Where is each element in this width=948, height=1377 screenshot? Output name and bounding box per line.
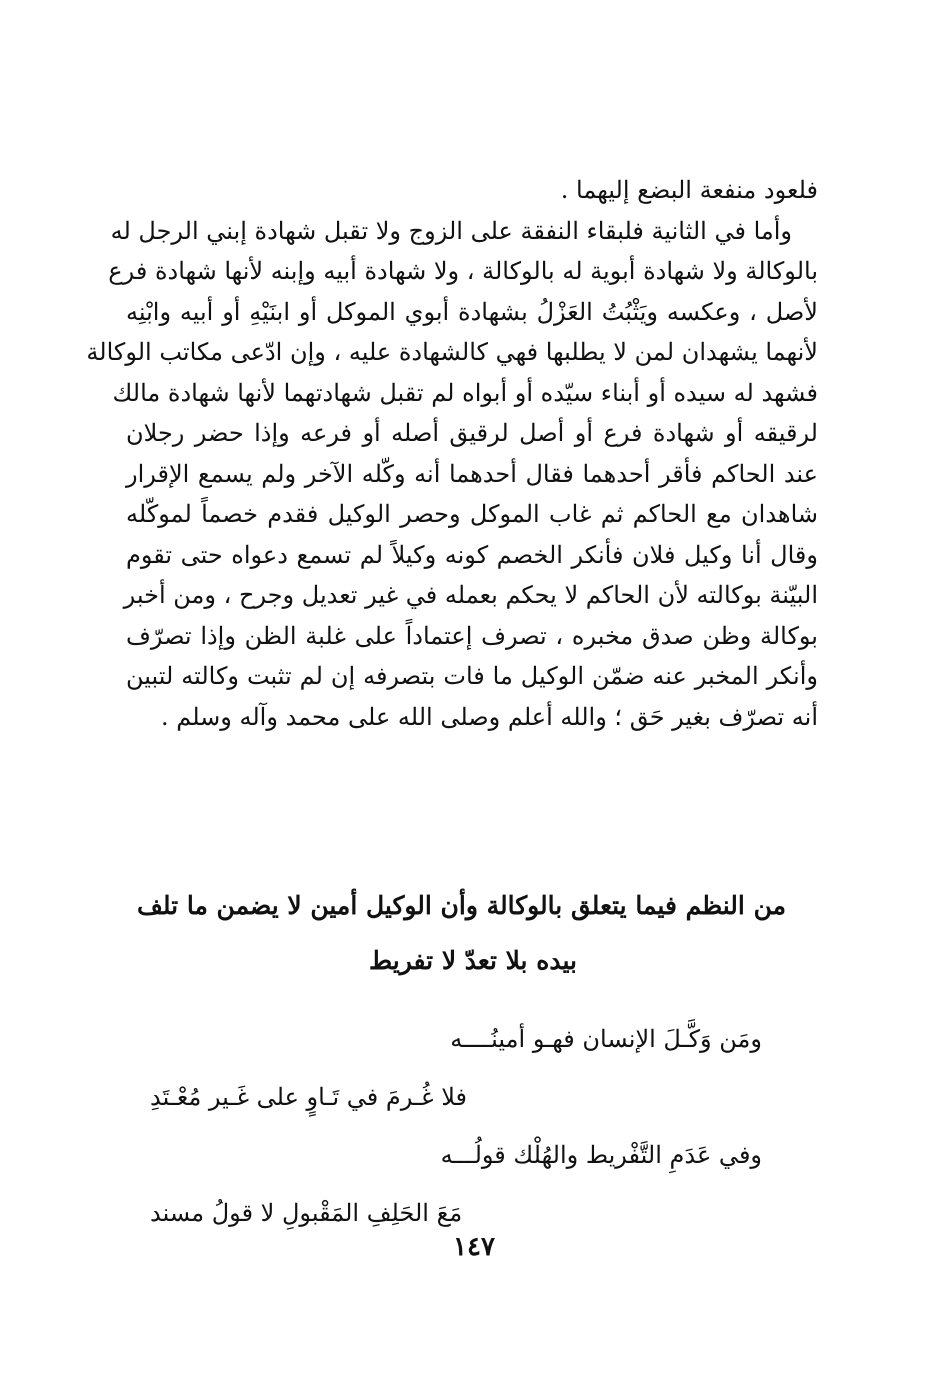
text-line: فشهد له سيده أو أبناء سيّده أو أبواه لم تقبل شهادتهما لأنها شهادة مالك xyxy=(112,378,818,407)
text-line: لأنهما يشهدان لمن لا يطلبها فهي كالشهادة عليه ، وإن ادّعى مكاتب الوكالة xyxy=(86,338,818,366)
text-line: شاهدان مع الحاكم ثم غاب الموكل وحصر الوكيل فقدم خصماً لموكّله xyxy=(126,500,819,528)
page-number: ١٤٧ xyxy=(453,1232,495,1262)
text-line: بوكالة وظن صدق مخبره ، تصرف إعتماداً على غلبة الظن وإذا تصرّف xyxy=(126,621,818,650)
text-line: بالوكالة ولا شهادة أبوية له بالوكالة ، ولا شهادة أبيه وإبنه لأنها شهادة فرع xyxy=(108,257,818,285)
text-line: لأصل ، وعكسه ويَثْبُتُ العَزْلُ بشهادة أبوي الموكل أو ابنَيْهِ أو أبيه وابْنِه xyxy=(126,297,818,326)
poem-verses xyxy=(150,1010,762,1242)
text-line: أنه تصرّف بغير حَق ؛ والله أعلم وصلى الله على محمد وآله وسلم . xyxy=(161,702,818,731)
heading-line-1: من النظم فيما يتعلق بالوكالة وأن الوكيل أمين لا يضمن ما تلف xyxy=(137,891,786,920)
text-line: لرقيقه أو شهادة فرع أو أصل لرقيق أصله أو فرعه وإذا حضر رجلان xyxy=(126,419,818,447)
text-line: عند الحاكم فأقر أحدهما فقال أحدهما أنه وكّله الآخر ولم يسمع الإقرار xyxy=(126,459,818,488)
heading-line-2: بيده بلا تعدّ لا تفريط xyxy=(369,946,577,975)
verse-hemistich: ومَن وَكَّـلَ الإنسان فهـو أمينُــــه xyxy=(450,1025,762,1053)
text-line: وأنكر المخبر عنه ضمّن الوكيل ما فات بتصرفه إن لم تثبت وكالته لتبين xyxy=(126,662,818,690)
body-paragraphs xyxy=(86,170,819,737)
section-heading xyxy=(137,878,786,988)
text-line: فلعود منفعة البضع إليهما . xyxy=(560,176,818,204)
verse-hemistich: فلا غُـرمَ في تَـاوٍ على غَـير مُعْـتَدِ xyxy=(150,1083,467,1111)
text-line: وقال أنا وكيل فلان فأنكر الخصم كونه وكيلاً لم تسمع دعواه حتى تقوم xyxy=(126,540,818,569)
text-line: وأما في الثانية فلبقاء النفقة على الزوج ولا تقبل شهادة إبني الرجل له xyxy=(110,216,792,245)
text-line: البيّنة بوكالته لأن الحاكم لا يحكم بعمله في غير تعديل وجرح ، ومن أخبر xyxy=(123,581,818,609)
verse-hemistich: مَعَ الحَلِفِ المَقْبولِ لا قولُ مسند xyxy=(150,1199,463,1227)
verse-hemistich: وفي عَدَمِ التَّفْريط والهُلْك قولُـــه xyxy=(440,1141,762,1169)
